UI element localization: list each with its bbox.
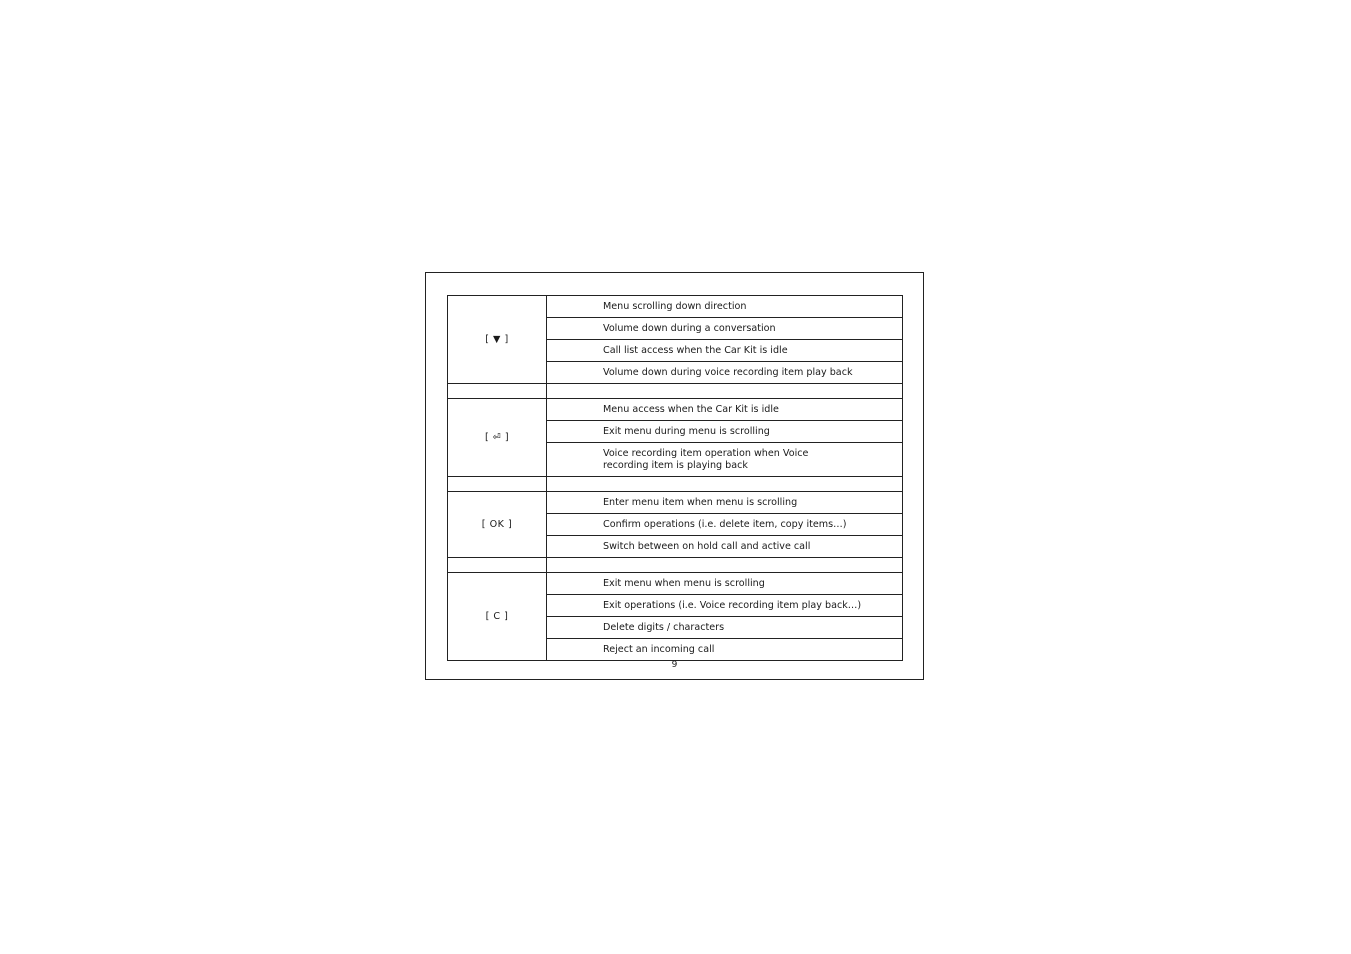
- spacer-row: [448, 558, 903, 573]
- function-cell: Switch between on hold call and active call: [547, 536, 903, 558]
- table-row: [448, 399, 903, 421]
- table-row: [448, 573, 903, 595]
- key-function-table: [447, 295, 903, 661]
- ok-key-label: [ OK ]: [481, 518, 513, 530]
- spacer-row: [448, 384, 903, 399]
- down-key-label: [ ▼ ]: [485, 333, 509, 345]
- manual-page: [425, 272, 924, 680]
- menu-key-cell: [448, 399, 547, 477]
- function-cell: [547, 443, 903, 477]
- function-cell: Confirm operations (i.e. delete item, copy items…): [547, 514, 903, 536]
- function-cell: Menu access when the Car Kit is idle: [547, 399, 903, 421]
- function-cell: Call list access when the Car Kit is idle: [547, 340, 903, 362]
- function-cell: Enter menu item when menu is scrolling: [547, 492, 903, 514]
- function-cell: Reject an incoming call: [547, 639, 903, 661]
- function-text: Voice recording item operation when Voice recording item is playing back: [603, 447, 809, 471]
- function-cell: Exit menu when menu is scrolling: [547, 573, 903, 595]
- function-cell: Menu scrolling down direction: [547, 296, 903, 318]
- spacer-row: [448, 477, 903, 492]
- c-key-cell: [448, 573, 547, 661]
- function-cell: Volume down during voice recording item play back: [547, 362, 903, 384]
- ok-key-cell: [448, 492, 547, 558]
- function-cell: Exit operations (i.e. Voice recording item play back…): [547, 595, 903, 617]
- down-key-cell: [448, 296, 547, 384]
- c-key-label: [ C ]: [485, 610, 509, 622]
- function-cell: Delete digits / characters: [547, 617, 903, 639]
- function-cell: Exit menu during menu is scrolling: [547, 421, 903, 443]
- function-cell: Volume down during a conversation: [547, 318, 903, 340]
- menu-key-label: [ ⏎ ]: [484, 431, 510, 443]
- table-row: [448, 492, 903, 514]
- page-number: 9: [671, 660, 678, 670]
- table-row: [448, 296, 903, 318]
